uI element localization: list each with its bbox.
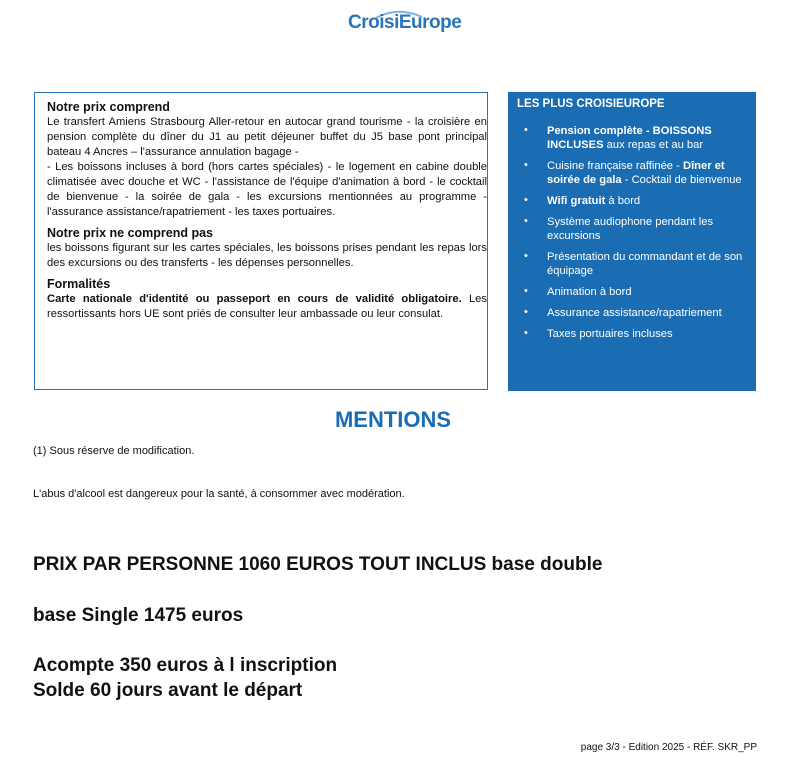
advantage-item (517, 215, 746, 243)
price-includes-text-2: - Les boissons incluses à bord (hors cartes spéciales) - le logement en cabine double climatisée avec douche et WC - l'assistance de l'équipe d'animation à bord - le cocktail de bienvenue - la soirée de gala - les excursions mentionnées au programme - l'assurance assistance/rapatriement - les taxes portuaires. (47, 161, 487, 218)
advantage-text: Assurance assistance/rapatriement (547, 307, 722, 319)
advantage-item (517, 194, 746, 208)
price-per-person: PRIX PAR PERSONNE 1060 EUROS TOUT INCLUS base double (33, 554, 603, 575)
price-excludes-title: Notre prix ne comprend pas (47, 226, 214, 240)
formalities-text (47, 292, 487, 322)
formalities-rest: Les ressortissants hors UE sont priés de consulter leur ambassade ou leur consulat. (47, 293, 487, 320)
advantage-text: Cuisine française raffinée - (547, 160, 683, 172)
bullet-icon: • (524, 285, 528, 297)
advantage-item (517, 159, 746, 187)
advantage-item (517, 327, 746, 341)
bullet-icon: • (524, 215, 528, 227)
bullet-icon: • (524, 124, 528, 136)
advantage-text: Taxes portuaires incluses (547, 328, 673, 340)
deposit-line: Acompte 350 euros à l inscription (33, 655, 338, 676)
balance-line: Solde 60 jours avant le départ (33, 680, 303, 701)
price-includes-box (34, 92, 488, 390)
advantage-item (517, 285, 746, 299)
price-includes-text-1: Le transfert Amiens Strasbourg Aller-retour en autocar grand tourisme - la croisière en pension complète du dîner du J1 au petit déjeuner buffet du J5 base pont principal bateau 4 Ancres – l'assurance annulation bagage - (47, 116, 487, 158)
advantage-item (517, 306, 746, 320)
croisieurope-advantages-box (508, 92, 756, 391)
advantage-bold: Pension complète - BOISSONS INCLUSES (547, 125, 712, 151)
advantages-title: LES PLUS CROISIEUROPE (517, 98, 665, 110)
price-single: base Single 1475 euros (33, 605, 244, 626)
price-excludes-text: les boissons figurant sur les cartes spéciales, les boissons prises pendant les repas lors des excursions ou des transferts - les dépenses personnelles. (47, 242, 487, 269)
page-footer: page 3/3 - Edition 2025 - RÉF. SKR_PP (580, 742, 757, 753)
advantage-item (517, 250, 746, 278)
advantage-text: Présentation du commandant et de son équipage (547, 251, 743, 277)
bullet-icon: • (524, 194, 528, 206)
logo-text: CroisiEurope (348, 12, 462, 33)
bullet-icon: • (524, 327, 528, 339)
advantage-text: aux repas et au bar (603, 139, 704, 151)
bullet-icon: • (524, 159, 528, 171)
advantage-bold: Wifi gratuit (547, 195, 606, 207)
mentions-heading: MENTIONS (334, 407, 452, 432)
advantage-text: à bord (605, 195, 641, 207)
advantage-text: - Cocktail de bienvenue (621, 174, 742, 186)
mentions-note-modification: (1) Sous réserve de modification. (33, 445, 195, 457)
advantage-bold: Dîner et soirée de gala (547, 160, 725, 186)
formalities-title: Formalités (47, 277, 111, 291)
bullet-icon: • (524, 250, 528, 262)
advantage-text: Animation à bord (547, 286, 632, 298)
croisieurope-logo (340, 6, 462, 46)
advantage-item (517, 124, 746, 152)
advantages-list (517, 124, 746, 341)
formalities-bold: Carte nationale d'identité ou passeport en cours de validité obligatoire. (47, 293, 462, 305)
mentions-note-alcohol: L'abus d'alcool est dangereux pour la santé, à consommer avec modération. (33, 488, 405, 500)
advantage-text: Système audiophone pendant les excursions (547, 216, 714, 242)
price-includes-title: Notre prix comprend (47, 100, 170, 114)
bullet-icon: • (524, 306, 528, 318)
